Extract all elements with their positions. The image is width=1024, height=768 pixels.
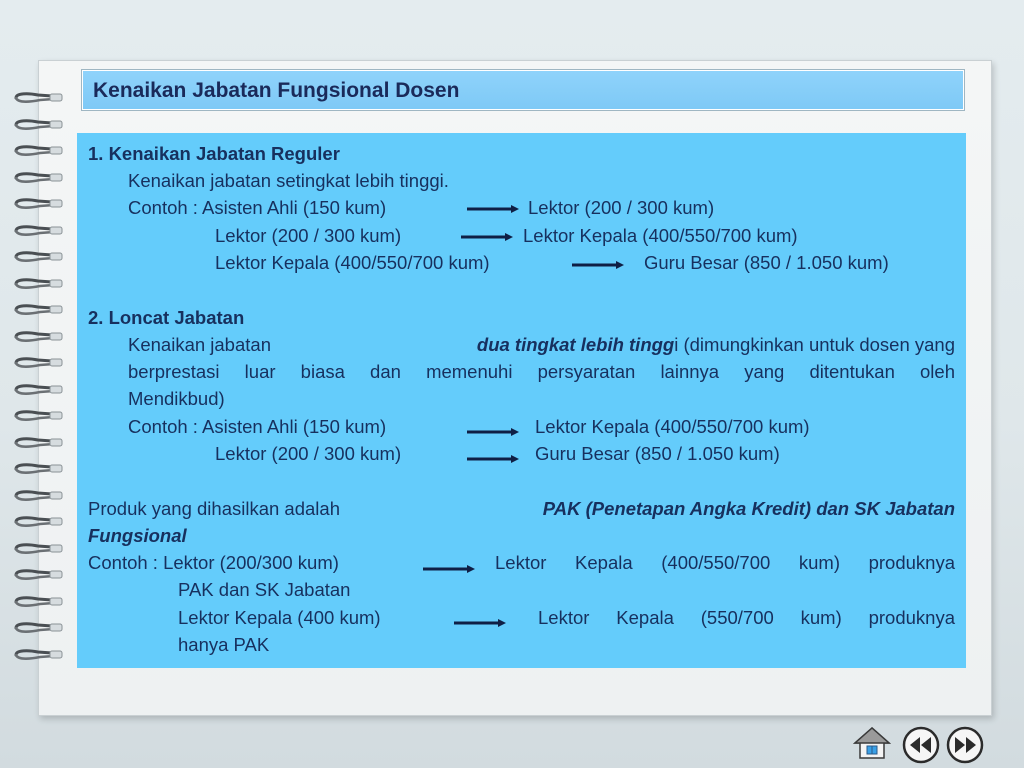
section1-ex2-from: Lektor (200 / 300 kum) — [215, 225, 402, 246]
binding-ring — [14, 145, 64, 157]
binding-ring — [14, 357, 64, 369]
arrow-right-icon — [467, 428, 519, 436]
section1-ex1-from: Contoh : Asisten Ahli (150 kum) — [128, 197, 387, 218]
section2-desc-post: i (dimungkinkan untuk dosen yang — [674, 334, 955, 355]
product-ex1-from: Contoh : Lektor (200/300 kum) — [88, 552, 339, 573]
binding-ring — [14, 596, 64, 608]
binding-ring — [14, 384, 64, 396]
section1-ex2-to: Lektor Kepala (400/550/700 kum) — [523, 225, 798, 246]
product-ex1-to: Lektor Kepala (400/550/700 kum) produknya — [495, 552, 955, 573]
section1-ex1-to: Lektor (200 / 300 kum) — [528, 197, 715, 218]
binding-ring — [14, 649, 64, 661]
product-ex2-to: Lektor Kepala (550/700 kum) produknya — [538, 607, 955, 628]
arrow-right-icon — [572, 261, 624, 269]
binding-ring — [14, 543, 64, 555]
arrow-right-icon — [467, 455, 519, 463]
section2-desc-line3: Mendikbud) — [128, 388, 225, 409]
section2-ex2-to: Guru Besar (850 / 1.050 kum) — [535, 443, 780, 464]
binding-ring — [14, 569, 64, 581]
binding-ring — [14, 622, 64, 634]
section1-desc: Kenaikan jabatan setingkat lebih tinggi. — [128, 170, 449, 191]
arrow-right-icon — [454, 619, 506, 627]
title-bar — [82, 70, 964, 110]
section2-ex1-to: Lektor Kepala (400/550/700 kum) — [535, 416, 810, 437]
arrow-right-icon — [423, 565, 475, 573]
spiral-binding — [14, 92, 64, 692]
binding-ring — [14, 331, 64, 343]
product-line1 — [88, 498, 955, 520]
binding-ring — [14, 225, 64, 237]
binding-ring — [14, 172, 64, 184]
binding-ring — [14, 437, 64, 449]
binding-ring — [14, 119, 64, 131]
section2-ex2-from: Lektor (200 / 300 kum) — [215, 443, 402, 464]
section1-heading: 1. Kenaikan Jabatan Reguler — [88, 143, 340, 164]
binding-ring — [14, 463, 64, 475]
rewind-icon[interactable] — [902, 726, 940, 764]
binding-ring — [14, 490, 64, 502]
section2-heading: 2. Loncat Jabatan — [88, 307, 245, 328]
arrow-right-icon — [461, 233, 513, 241]
home-icon[interactable] — [853, 724, 891, 762]
binding-ring — [14, 304, 64, 316]
arrow-right-icon — [467, 205, 519, 213]
binding-ring — [14, 516, 64, 528]
section1-ex3-from: Lektor Kepala (400/550/700 kum) — [215, 252, 490, 273]
slide-title: Kenaikan Jabatan Fungsional Dosen — [93, 79, 460, 102]
section2-desc-line1 — [128, 334, 955, 356]
product-ex2-cont: hanya PAK — [178, 634, 270, 655]
binding-ring — [14, 92, 64, 104]
section2-desc-pre: Kenaikan jabatan — [128, 334, 271, 355]
product-emphasis-2: Fungsional — [88, 525, 187, 546]
fast-forward-icon[interactable] — [946, 726, 984, 764]
binding-ring — [14, 251, 64, 263]
product-ex2-from: Lektor Kepala (400 kum) — [178, 607, 381, 628]
binding-ring — [14, 198, 64, 210]
section2-ex1-from: Contoh : Asisten Ahli (150 kum) — [128, 416, 387, 437]
product-ex1-cont: PAK dan SK Jabatan — [178, 579, 351, 600]
binding-ring — [14, 410, 64, 422]
binding-ring — [14, 278, 64, 290]
section2-desc-line2: berprestasi luar biasa dan memenuhi persyaratan lainnya yang ditentukan oleh — [128, 361, 955, 382]
section2-desc-emphasis: dua tingkat lebih tingg — [476, 334, 675, 355]
section1-ex3-to: Guru Besar (850 / 1.050 kum) — [644, 252, 889, 273]
product-pre: Produk yang dihasilkan adalah — [88, 498, 340, 519]
product-emphasis-1: PAK (Penetapan Angka Kredit) dan SK Jabatan — [542, 498, 955, 519]
